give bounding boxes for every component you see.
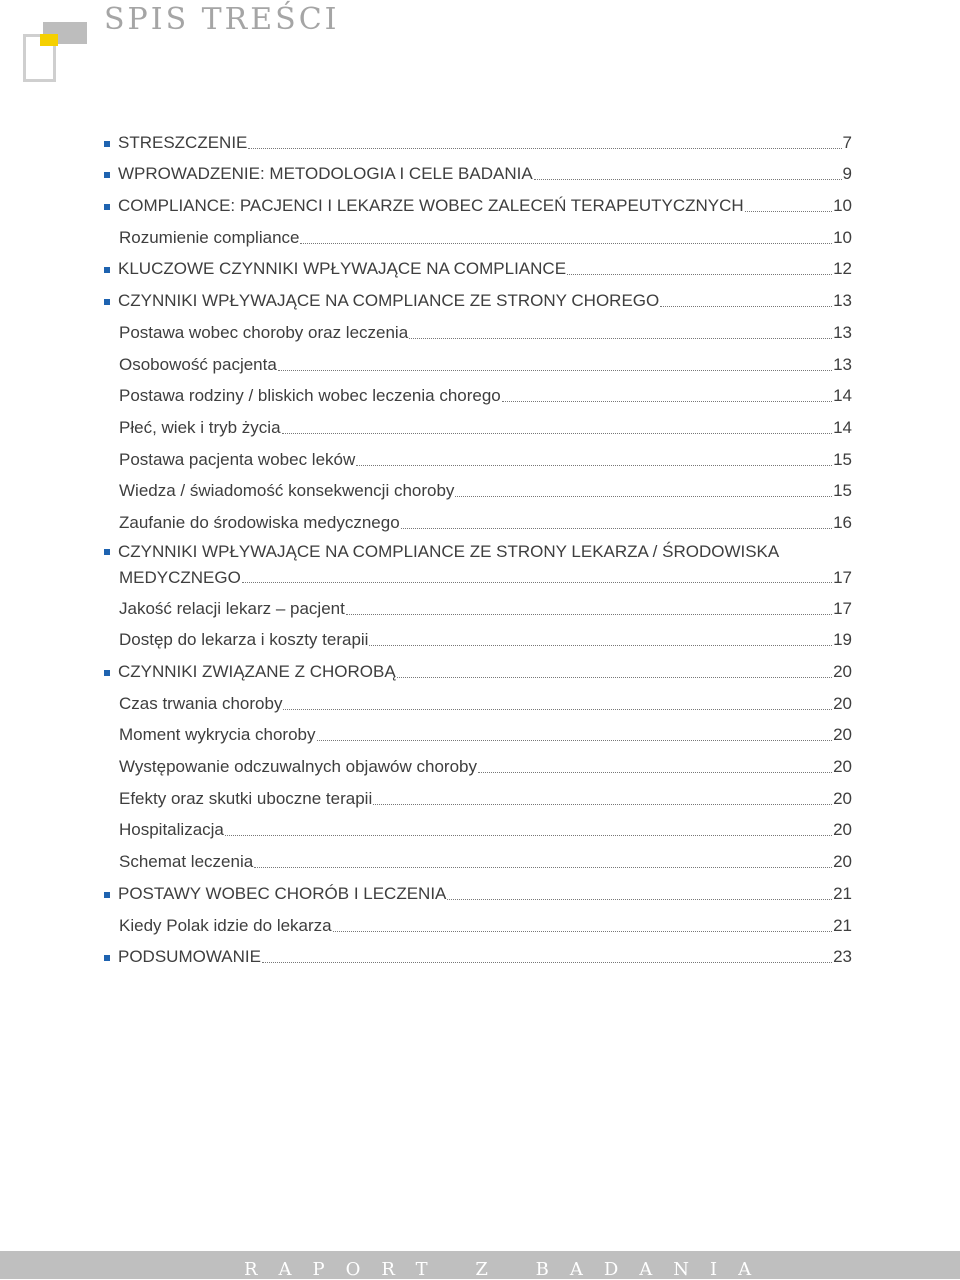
toc-page-number: 20 <box>833 852 852 872</box>
toc-page-number: 15 <box>833 449 852 469</box>
dot-leader <box>248 148 841 149</box>
toc-page-number: 13 <box>833 354 852 374</box>
toc-subentry[interactable] <box>104 344 852 376</box>
toc-entry-label: Dostęp do lekarza i koszty terapii <box>104 630 368 651</box>
dot-leader <box>356 465 832 466</box>
toc-entry-label: Rozumienie compliance <box>104 228 299 249</box>
dot-leader <box>447 899 832 900</box>
logo-squares <box>23 22 73 82</box>
dot-leader <box>373 804 832 805</box>
toc-entry-label: Schemat leczenia <box>104 852 253 873</box>
toc-subentry[interactable] <box>104 439 852 471</box>
dot-leader <box>262 962 832 963</box>
toc-subentry[interactable] <box>104 620 852 652</box>
dot-leader <box>225 835 832 836</box>
toc-entry-postawy[interactable] <box>104 873 852 905</box>
toc-page-number: 10 <box>833 196 852 216</box>
dot-leader <box>278 370 832 371</box>
toc-page-number: 16 <box>833 512 852 532</box>
dot-leader <box>455 496 832 497</box>
dot-leader <box>333 931 832 932</box>
toc-subentry[interactable] <box>104 502 852 534</box>
toc-subentry[interactable] <box>104 683 852 715</box>
toc-page-number: 10 <box>833 227 852 247</box>
dot-leader <box>478 772 832 773</box>
toc-entry-label: Postawa rodziny / bliskich wobec leczenia chorego <box>104 386 501 407</box>
dot-leader <box>283 709 832 710</box>
toc-page-number: 21 <box>833 915 852 935</box>
toc-page-number: 20 <box>833 693 852 713</box>
dot-leader <box>502 401 832 402</box>
toc-entry-czynniki-choroba[interactable] <box>104 651 852 683</box>
toc-page-number: 9 <box>842 164 852 184</box>
toc-entry-czynniki-chorego[interactable] <box>104 280 852 312</box>
bullet-icon <box>104 892 110 898</box>
toc-entry-label: CZYNNIKI WPŁYWAJĄCE NA COMPLIANCE ZE STRONY LEKARZA / ŚRODOWISKA <box>118 541 780 561</box>
dot-leader <box>567 274 832 275</box>
dot-leader <box>346 614 832 615</box>
toc-entry-label: Kiedy Polak idzie do lekarza <box>104 916 332 937</box>
dot-leader <box>660 306 832 307</box>
logo-yellow-square <box>40 34 58 46</box>
table-of-contents <box>104 122 852 968</box>
dot-leader <box>282 433 833 434</box>
dot-leader <box>409 338 832 339</box>
dot-leader <box>745 211 832 212</box>
toc-entry-label-continued: MEDYCZNEGO <box>119 567 241 587</box>
toc-entry-label: KLUCZOWE CZYNNIKI WPŁYWAJĄCE NA COMPLIANCE <box>118 259 567 279</box>
toc-subentry[interactable] <box>104 588 852 620</box>
dot-leader <box>401 528 832 529</box>
toc-entry-label: PODSUMOWANIE <box>118 947 261 967</box>
dot-leader <box>300 243 832 244</box>
toc-page-number: 20 <box>833 820 852 840</box>
toc-entry-label: CZYNNIKI ZWIĄZANE Z CHOROBĄ <box>118 662 396 681</box>
bullet-icon <box>104 267 110 273</box>
footer-text: RAPORT Z BADANIA <box>244 1259 773 1280</box>
toc-subentry[interactable] <box>104 407 852 439</box>
toc-page-number: 20 <box>833 662 852 681</box>
toc-entry-label: POSTAWY WOBEC CHORÓB I LECZENIA <box>118 883 447 903</box>
toc-entry-label: WPROWADZENIE: METODOLOGIA I CELE BADANIA <box>118 164 533 184</box>
bullet-icon <box>104 141 110 147</box>
toc-entry-label: Zaufanie do środowiska medycznego <box>104 513 400 534</box>
dot-leader <box>397 677 832 678</box>
toc-entry-czynniki-lekarza[interactable] <box>104 534 852 588</box>
toc-subentry[interactable] <box>104 312 852 344</box>
toc-entry-streszczenie[interactable] <box>104 122 852 154</box>
toc-entry-label: Postawa pacjenta wobec leków <box>104 450 355 471</box>
dot-leader <box>534 179 842 180</box>
toc-subentry[interactable] <box>104 778 852 810</box>
toc-page-number: 19 <box>833 630 852 650</box>
toc-page-number: 12 <box>833 259 852 279</box>
toc-page-number: 17 <box>833 567 852 587</box>
toc-subentry[interactable] <box>104 217 852 249</box>
bullet-icon <box>104 549 110 555</box>
toc-page-number: 15 <box>833 481 852 501</box>
toc-page-number: 20 <box>833 725 852 745</box>
toc-entry-label: Hospitalizacja <box>104 820 224 841</box>
toc-page-number: 20 <box>833 788 852 808</box>
toc-page-number: 14 <box>833 417 852 437</box>
bullet-icon <box>104 299 110 305</box>
toc-page-number: 21 <box>833 883 852 903</box>
toc-entry-kluczowe-czynniki[interactable] <box>104 249 852 281</box>
toc-entry-label: Moment wykrycia choroby <box>104 725 316 746</box>
bullet-icon <box>104 204 110 210</box>
toc-entry-label: Czas trwania choroby <box>104 694 282 715</box>
toc-entry-label: Efekty oraz skutki uboczne terapii <box>104 789 372 810</box>
toc-entry-label: STRESZCZENIE <box>118 132 248 152</box>
toc-subentry[interactable] <box>104 715 852 747</box>
toc-entry-label: COMPLIANCE: PACJENCI I LEKARZE WOBEC ZALECEŃ TERAPEUTYCZNYCH <box>118 196 744 216</box>
toc-entry-podsumowanie[interactable] <box>104 937 852 969</box>
toc-entry-label: Wiedza / świadomość konsekwencji choroby <box>104 481 454 502</box>
toc-entry-label: CZYNNIKI WPŁYWAJĄCE NA COMPLIANCE ZE STRONY CHOREGO <box>118 291 660 311</box>
toc-subentry[interactable] <box>104 471 852 503</box>
toc-subentry[interactable] <box>104 905 852 937</box>
bullet-icon <box>104 172 110 178</box>
dot-leader <box>254 867 832 868</box>
toc-entry-label: Płeć, wiek i tryb życia <box>104 418 281 439</box>
toc-page-number: 17 <box>833 598 852 618</box>
toc-entry-wprowadzenie[interactable] <box>104 154 852 186</box>
bullet-icon <box>104 670 110 676</box>
toc-page-number: 7 <box>842 132 852 152</box>
page-title: SPIS TREŚCI <box>104 2 340 37</box>
toc-subentry[interactable] <box>104 376 852 408</box>
toc-page-number: 13 <box>833 322 852 342</box>
toc-page-number: 14 <box>833 386 852 406</box>
toc-page-number: 23 <box>833 947 852 967</box>
bullet-icon <box>104 955 110 961</box>
toc-page-number: 20 <box>833 757 852 777</box>
toc-subentry[interactable] <box>104 841 852 873</box>
toc-entry-label: Postawa wobec choroby oraz leczenia <box>104 323 408 344</box>
dot-leader <box>242 582 832 583</box>
dot-leader <box>369 645 832 646</box>
toc-entry-label: Występowanie odczuwalnych objawów choroby <box>104 757 477 778</box>
toc-entry-label: Osobowość pacjenta <box>104 355 277 376</box>
toc-entry-compliance[interactable] <box>104 185 852 217</box>
toc-page-number: 13 <box>833 291 852 311</box>
toc-entry-label: Jakość relacji lekarz – pacjent <box>104 599 345 620</box>
toc-subentry[interactable] <box>104 746 852 778</box>
toc-subentry[interactable] <box>104 810 852 842</box>
dot-leader <box>317 740 833 741</box>
